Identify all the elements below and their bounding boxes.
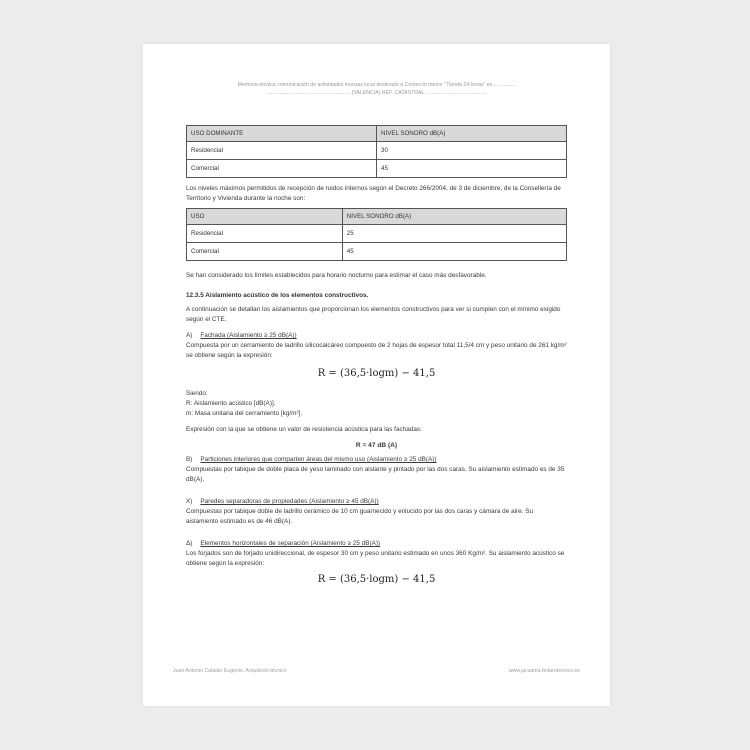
- paragraph: Los niveles máximos permitidos de recepción de ruidos internos según el Decreto 266/2004, de 3 de diciembre, de la Consellería de Territorio y Vivienda durante la noche son:: [186, 185, 561, 202]
- item-letter: Δ): [186, 540, 193, 547]
- table-row: [187, 225, 567, 243]
- table-cell: 45: [377, 160, 567, 178]
- item-a-heading: [186, 331, 567, 341]
- paragraph: Expresión con la que se obtiene un valor de resistencia acústica para las fachadas:: [186, 426, 422, 433]
- table-header-cell: NIVEL SONORO dB(A): [377, 126, 567, 142]
- table-row: [187, 142, 567, 160]
- noise-table-use: [186, 208, 567, 261]
- table-row: [187, 160, 567, 178]
- siendo-line: R: Aislamiento acústico [dB(A)].: [186, 400, 276, 407]
- table-cell: Comercial: [187, 243, 343, 261]
- table-header-cell: USO: [187, 209, 343, 225]
- item-b-heading: [186, 455, 567, 465]
- header-line-1: Memoria técnica comunicación de actividades inocuas local destinado a Comercio menor "Tienda 24 horas" es ...............: [237, 82, 516, 88]
- item-title: Particiones interiores que comparten áreas del mismo uso (Aislamiento ≥ 25 dB(A)): [200, 456, 437, 463]
- item-d-heading: [186, 539, 567, 549]
- table-header-cell: USO DOMINANTE: [187, 126, 377, 142]
- table-cell: 45: [342, 243, 566, 261]
- item-text: Compuestas por tabique de doble placa de yeso laminado con aislante y pintado por las dos caras. Su aislamiento estimado es de 35 dB(A).: [186, 466, 565, 483]
- table-cell: Residencial: [187, 225, 343, 243]
- table-header-row: [187, 209, 567, 225]
- item-title: Fachada (Aislamiento ≥ 25 dB(A)): [200, 332, 297, 339]
- table-header-cell: NIVEL SONORO dB(A): [342, 209, 566, 225]
- paragraph: A continuación se detallan los aislamientos que proporcionan los elementos constructivos para ver si cumplen con el mínimo exigido según el CTE.: [186, 306, 561, 323]
- item-text: Los forjados son de forjado unidireccional, de espesor 30 cm y peso unitario estimado en unos 360 Kg/m². Su aislamiento acústico se obtiene según la expresión:: [186, 550, 565, 567]
- paragraph: Se han considerado los límites establecidos para horario nocturno para estimar el caso más desfavorable.: [186, 272, 487, 279]
- result-value: R = 47 dB (A): [355, 442, 398, 449]
- table-row: [187, 243, 567, 261]
- table-header-row: [187, 126, 567, 142]
- section-title: 12.3.5 Aislamiento acústico de los elementos constructivos.: [186, 292, 369, 299]
- footer-website: www.jacsama.fedarotecnico.es: [508, 668, 580, 674]
- formula: R = (36,5·logm) − 41,5: [317, 574, 436, 585]
- item-letter: X): [186, 498, 193, 505]
- item-letter: A): [186, 332, 193, 339]
- footer-author: Juan Antonio Catalán Eugenio. Arquitecto técnico: [173, 668, 287, 674]
- document-page: [143, 44, 610, 706]
- item-text: Compuesta por un cerramiento de ladrillo silicocalcáreo compuesto de 2 hojas de espesor total 11,5/4 cm y peso unitario de 261 kg/m² se obtiene según la expresión:: [186, 342, 567, 359]
- table-cell: Residencial: [187, 142, 377, 160]
- formula: R = (36,5·logm) − 41,5: [317, 368, 436, 379]
- siendo-label: Siendo:: [186, 390, 208, 397]
- item-title: Paredes separadoras de propiedades (Aislamiento ≥ 45 dB(A)): [200, 498, 379, 505]
- table-cell: Comercial: [187, 160, 377, 178]
- item-title: Elementos horizontales de separación (Aislamiento ≥ 25 dB(A)): [200, 540, 381, 547]
- noise-table-dominant-use: [186, 125, 567, 178]
- table-cell: 30: [377, 142, 567, 160]
- page-footer: [173, 668, 580, 674]
- page-header: [173, 81, 580, 97]
- item-c-heading: [186, 497, 567, 507]
- header-line-2: .......................................................... (VALENCIA) REF. CATASTRAL: .........................................: [266, 90, 487, 96]
- table-cell: 25: [342, 225, 566, 243]
- page-content: [186, 125, 567, 595]
- siendo-line: m: Masa unitaria del cerramiento [kg/m²].: [186, 410, 303, 417]
- item-letter: B): [186, 456, 193, 463]
- item-text: Compuestas por tabique doble de ladrillo cerámico de 10 cm guarnecido y enlucido por las dos caras y cámara de aire. Su aislamiento estimado es de 46 dB(A).: [186, 508, 534, 525]
